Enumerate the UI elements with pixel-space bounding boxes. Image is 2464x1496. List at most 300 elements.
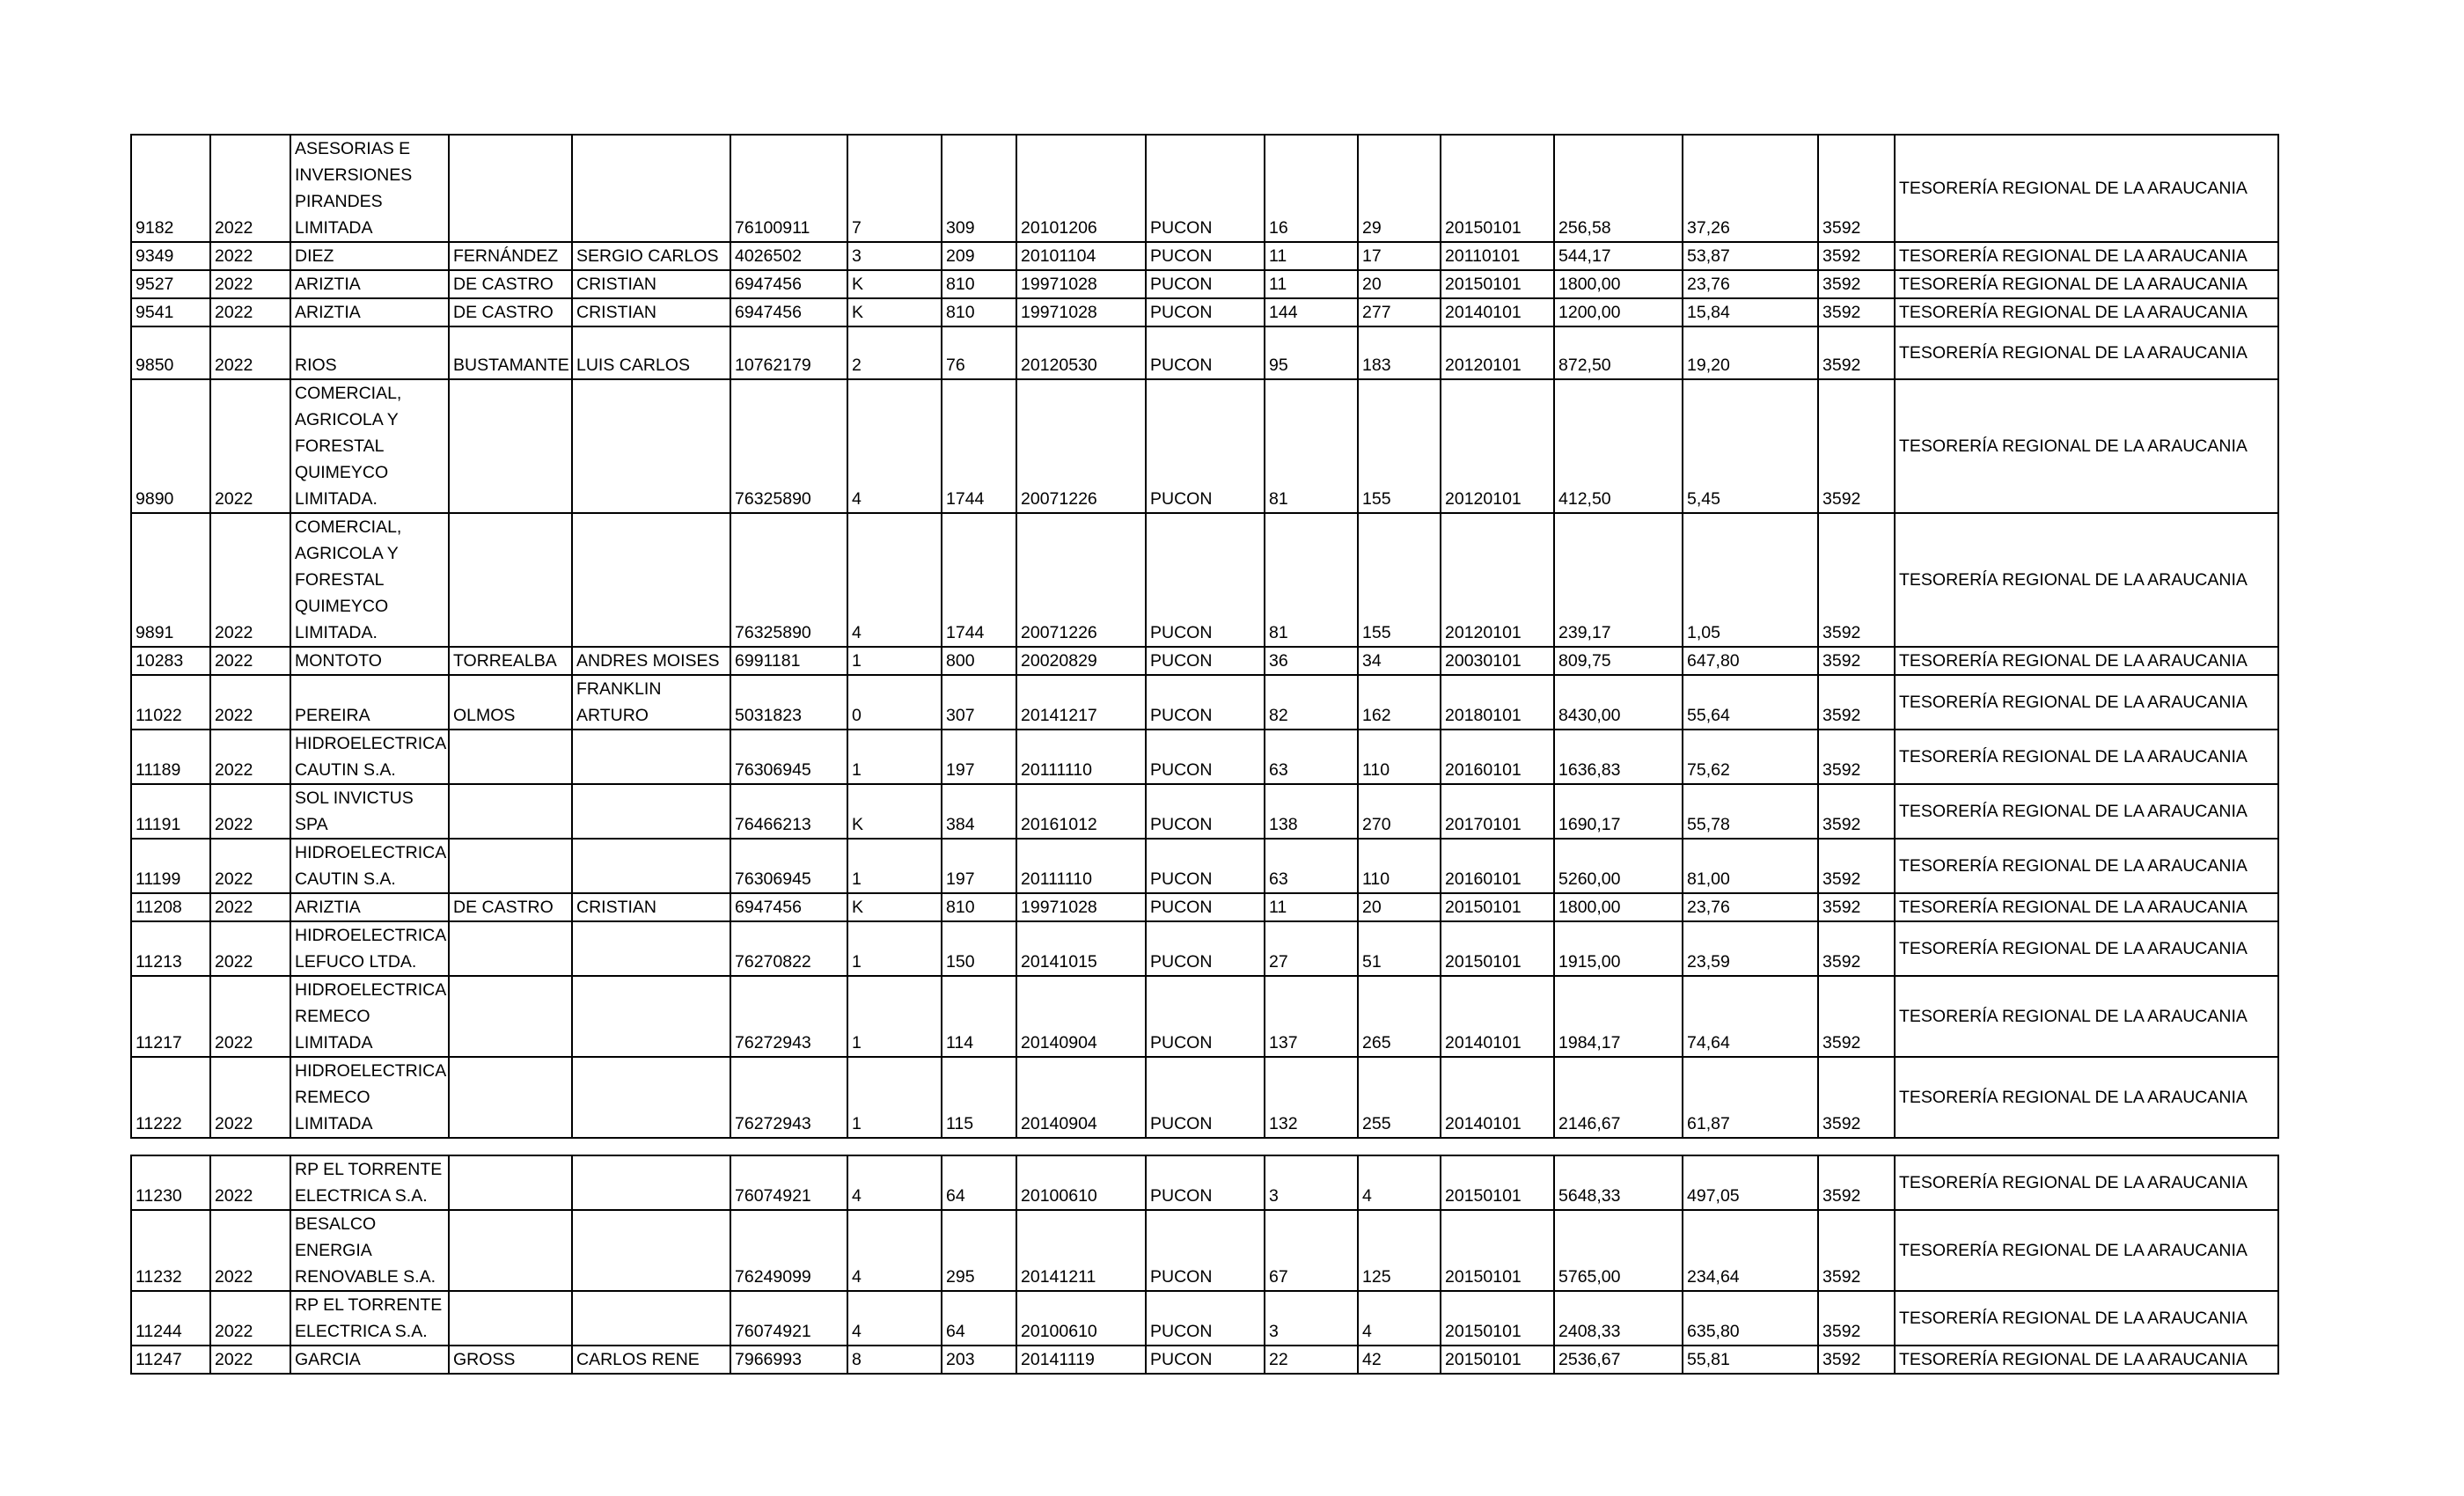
count-a-cell: 81 bbox=[1265, 379, 1358, 513]
number-cell: 810 bbox=[942, 270, 1016, 298]
name-cell: COMERCIAL, AGRICOLA Y FORESTAL QUIMEYCO LIMITADA. bbox=[290, 379, 449, 513]
count-a-cell: 63 bbox=[1265, 730, 1358, 784]
name-cell: HIDROELECTRICA REMECO LIMITADA bbox=[290, 1057, 449, 1138]
period-date-cell: 20140101 bbox=[1441, 298, 1554, 326]
given-names-cell bbox=[572, 1291, 730, 1346]
check-digit-cell: 4 bbox=[847, 513, 942, 647]
commune-cell: PUCON bbox=[1146, 513, 1265, 647]
name-cell: RP EL TORRENTE ELECTRICA S.A. bbox=[290, 1155, 449, 1210]
period-date-cell: 20150101 bbox=[1441, 1210, 1554, 1291]
year-cell: 2022 bbox=[210, 893, 290, 921]
check-digit-cell: 8 bbox=[847, 1346, 942, 1374]
date-cell: 20100610 bbox=[1016, 1155, 1146, 1210]
record-id-cell: 11213 bbox=[131, 921, 210, 976]
secondary-amount-cell: 53,87 bbox=[1683, 242, 1818, 270]
table-row bbox=[131, 1057, 2278, 1138]
count-b-cell: 277 bbox=[1358, 298, 1441, 326]
period-date-cell: 20150101 bbox=[1441, 270, 1554, 298]
year-cell: 2022 bbox=[210, 1155, 290, 1210]
code-cell: 3592 bbox=[1818, 1346, 1895, 1374]
name-cell: SOL INVICTUS SPA bbox=[290, 784, 449, 839]
second-surname-cell bbox=[449, 1057, 572, 1138]
number-cell: 1744 bbox=[942, 513, 1016, 647]
amount-cell: 809,75 bbox=[1554, 647, 1683, 675]
period-date-cell: 20110101 bbox=[1441, 242, 1554, 270]
secondary-amount-cell: 23,76 bbox=[1683, 893, 1818, 921]
date-cell: 19971028 bbox=[1016, 270, 1146, 298]
entity-cell: TESORERÍA REGIONAL DE LA ARAUCANIA bbox=[1895, 135, 2278, 242]
record-id-cell: 9527 bbox=[131, 270, 210, 298]
code-cell: 3592 bbox=[1818, 839, 1895, 893]
entity-cell: TESORERÍA REGIONAL DE LA ARAUCANIA bbox=[1895, 242, 2278, 270]
table-row bbox=[131, 270, 2278, 298]
count-b-cell: 17 bbox=[1358, 242, 1441, 270]
second-surname-cell: DE CASTRO bbox=[449, 893, 572, 921]
count-b-cell: 51 bbox=[1358, 921, 1441, 976]
count-a-cell: 16 bbox=[1265, 135, 1358, 242]
record-id-cell: 11022 bbox=[131, 675, 210, 730]
rut-cell: 76466213 bbox=[730, 784, 847, 839]
entity-cell: TESORERÍA REGIONAL DE LA ARAUCANIA bbox=[1895, 839, 2278, 893]
number-cell: 295 bbox=[942, 1210, 1016, 1291]
secondary-amount-cell: 15,84 bbox=[1683, 298, 1818, 326]
check-digit-cell: 7 bbox=[847, 135, 942, 242]
secondary-amount-cell: 61,87 bbox=[1683, 1057, 1818, 1138]
check-digit-cell: 4 bbox=[847, 1210, 942, 1291]
entity-cell: TESORERÍA REGIONAL DE LA ARAUCANIA bbox=[1895, 976, 2278, 1057]
number-cell: 115 bbox=[942, 1057, 1016, 1138]
period-date-cell: 20150101 bbox=[1441, 1346, 1554, 1374]
amount-cell: 8430,00 bbox=[1554, 675, 1683, 730]
count-a-cell: 3 bbox=[1265, 1291, 1358, 1346]
table-row bbox=[131, 326, 2278, 379]
code-cell: 3592 bbox=[1818, 893, 1895, 921]
given-names-cell: CARLOS RENE bbox=[572, 1346, 730, 1374]
count-b-cell: 155 bbox=[1358, 513, 1441, 647]
second-surname-cell: BUSTAMANTE bbox=[449, 326, 572, 379]
count-b-cell: 20 bbox=[1358, 893, 1441, 921]
count-b-cell: 255 bbox=[1358, 1057, 1441, 1138]
name-cell: HIDROELECTRICA LEFUCO LTDA. bbox=[290, 921, 449, 976]
commune-cell: PUCON bbox=[1146, 784, 1265, 839]
table-row bbox=[131, 379, 2278, 513]
second-surname-cell bbox=[449, 1155, 572, 1210]
commune-cell: PUCON bbox=[1146, 921, 1265, 976]
secondary-amount-cell: 81,00 bbox=[1683, 839, 1818, 893]
amount-cell: 2146,67 bbox=[1554, 1057, 1683, 1138]
secondary-amount-cell: 635,80 bbox=[1683, 1291, 1818, 1346]
name-cell: PEREIRA bbox=[290, 675, 449, 730]
name-cell: HIDROELECTRICA CAUTIN S.A. bbox=[290, 730, 449, 784]
given-names-cell bbox=[572, 921, 730, 976]
count-a-cell: 137 bbox=[1265, 976, 1358, 1057]
entity-cell: TESORERÍA REGIONAL DE LA ARAUCANIA bbox=[1895, 1210, 2278, 1291]
date-cell: 20020829 bbox=[1016, 647, 1146, 675]
count-b-cell: 265 bbox=[1358, 976, 1441, 1057]
entity-cell: TESORERÍA REGIONAL DE LA ARAUCANIA bbox=[1895, 675, 2278, 730]
record-id-cell: 9850 bbox=[131, 326, 210, 379]
second-surname-cell bbox=[449, 921, 572, 976]
table-row bbox=[131, 921, 2278, 976]
record-id-cell: 11199 bbox=[131, 839, 210, 893]
period-date-cell: 20150101 bbox=[1441, 893, 1554, 921]
period-date-cell: 20140101 bbox=[1441, 976, 1554, 1057]
entity-cell: TESORERÍA REGIONAL DE LA ARAUCANIA bbox=[1895, 730, 2278, 784]
code-cell: 3592 bbox=[1818, 379, 1895, 513]
year-cell: 2022 bbox=[210, 784, 290, 839]
check-digit-cell: 4 bbox=[847, 1155, 942, 1210]
second-surname-cell bbox=[449, 513, 572, 647]
count-a-cell: 95 bbox=[1265, 326, 1358, 379]
table-row bbox=[131, 730, 2278, 784]
rut-cell: 4026502 bbox=[730, 242, 847, 270]
record-id-cell: 9349 bbox=[131, 242, 210, 270]
given-names-cell: CRISTIAN bbox=[572, 298, 730, 326]
commune-cell: PUCON bbox=[1146, 135, 1265, 242]
entity-cell: TESORERÍA REGIONAL DE LA ARAUCANIA bbox=[1895, 270, 2278, 298]
year-cell: 2022 bbox=[210, 298, 290, 326]
secondary-amount-cell: 497,05 bbox=[1683, 1155, 1818, 1210]
date-cell: 20111110 bbox=[1016, 730, 1146, 784]
period-date-cell: 20150101 bbox=[1441, 135, 1554, 242]
table-row bbox=[131, 1346, 2278, 1374]
amount-cell: 239,17 bbox=[1554, 513, 1683, 647]
year-cell: 2022 bbox=[210, 1057, 290, 1138]
period-date-cell: 20150101 bbox=[1441, 1291, 1554, 1346]
amount-cell: 1200,00 bbox=[1554, 298, 1683, 326]
date-cell: 20120530 bbox=[1016, 326, 1146, 379]
name-cell: HIDROELECTRICA CAUTIN S.A. bbox=[290, 839, 449, 893]
name-cell: ARIZTIA bbox=[290, 270, 449, 298]
record-id-cell: 11208 bbox=[131, 893, 210, 921]
secondary-amount-cell: 23,76 bbox=[1683, 270, 1818, 298]
record-id-cell: 9891 bbox=[131, 513, 210, 647]
table-row bbox=[131, 1210, 2278, 1291]
second-surname-cell: DE CASTRO bbox=[449, 298, 572, 326]
table-row bbox=[131, 647, 2278, 675]
check-digit-cell: 1 bbox=[847, 976, 942, 1057]
secondary-amount-cell: 5,45 bbox=[1683, 379, 1818, 513]
commune-cell: PUCON bbox=[1146, 1057, 1265, 1138]
secondary-amount-cell: 55,81 bbox=[1683, 1346, 1818, 1374]
period-date-cell: 20140101 bbox=[1441, 1057, 1554, 1138]
entity-cell: TESORERÍA REGIONAL DE LA ARAUCANIA bbox=[1895, 1346, 2278, 1374]
records-table-bottom bbox=[130, 1155, 2279, 1375]
entity-cell: TESORERÍA REGIONAL DE LA ARAUCANIA bbox=[1895, 1155, 2278, 1210]
amount-cell: 2408,33 bbox=[1554, 1291, 1683, 1346]
rut-cell: 76074921 bbox=[730, 1155, 847, 1210]
period-date-cell: 20150101 bbox=[1441, 1155, 1554, 1210]
rut-cell: 7966993 bbox=[730, 1346, 847, 1374]
count-a-cell: 22 bbox=[1265, 1346, 1358, 1374]
count-b-cell: 20 bbox=[1358, 270, 1441, 298]
given-names-cell: CRISTIAN bbox=[572, 893, 730, 921]
commune-cell: PUCON bbox=[1146, 270, 1265, 298]
second-surname-cell bbox=[449, 1210, 572, 1291]
amount-cell: 412,50 bbox=[1554, 379, 1683, 513]
commune-cell: PUCON bbox=[1146, 242, 1265, 270]
name-cell: RP EL TORRENTE ELECTRICA S.A. bbox=[290, 1291, 449, 1346]
table-row bbox=[131, 784, 2278, 839]
count-a-cell: 11 bbox=[1265, 893, 1358, 921]
date-cell: 20140904 bbox=[1016, 976, 1146, 1057]
commune-cell: PUCON bbox=[1146, 1155, 1265, 1210]
amount-cell: 1690,17 bbox=[1554, 784, 1683, 839]
second-surname-cell: FERNÁNDEZ bbox=[449, 242, 572, 270]
check-digit-cell: 2 bbox=[847, 326, 942, 379]
entity-cell: TESORERÍA REGIONAL DE LA ARAUCANIA bbox=[1895, 379, 2278, 513]
commune-cell: PUCON bbox=[1146, 675, 1265, 730]
code-cell: 3592 bbox=[1818, 1291, 1895, 1346]
amount-cell: 5765,00 bbox=[1554, 1210, 1683, 1291]
second-surname-cell bbox=[449, 379, 572, 513]
rut-cell: 6991181 bbox=[730, 647, 847, 675]
name-cell: GARCIA bbox=[290, 1346, 449, 1374]
rut-cell: 10762179 bbox=[730, 326, 847, 379]
amount-cell: 5648,33 bbox=[1554, 1155, 1683, 1210]
given-names-cell bbox=[572, 1057, 730, 1138]
amount-cell: 1984,17 bbox=[1554, 976, 1683, 1057]
number-cell: 64 bbox=[942, 1155, 1016, 1210]
table-row bbox=[131, 893, 2278, 921]
year-cell: 2022 bbox=[210, 326, 290, 379]
count-b-cell: 183 bbox=[1358, 326, 1441, 379]
code-cell: 3592 bbox=[1818, 730, 1895, 784]
rut-cell: 76325890 bbox=[730, 513, 847, 647]
record-id-cell: 11189 bbox=[131, 730, 210, 784]
table-row bbox=[131, 1291, 2278, 1346]
check-digit-cell: 3 bbox=[847, 242, 942, 270]
count-b-cell: 42 bbox=[1358, 1346, 1441, 1374]
commune-cell: PUCON bbox=[1146, 976, 1265, 1057]
entity-cell: TESORERÍA REGIONAL DE LA ARAUCANIA bbox=[1895, 921, 2278, 976]
name-cell: BESALCO ENERGIA RENOVABLE S.A. bbox=[290, 1210, 449, 1291]
date-cell: 20141119 bbox=[1016, 1346, 1146, 1374]
count-b-cell: 270 bbox=[1358, 784, 1441, 839]
count-b-cell: 110 bbox=[1358, 730, 1441, 784]
count-a-cell: 132 bbox=[1265, 1057, 1358, 1138]
number-cell: 76 bbox=[942, 326, 1016, 379]
given-names-cell bbox=[572, 730, 730, 784]
given-names-cell: SERGIO CARLOS bbox=[572, 242, 730, 270]
number-cell: 203 bbox=[942, 1346, 1016, 1374]
date-cell: 20161012 bbox=[1016, 784, 1146, 839]
second-surname-cell bbox=[449, 135, 572, 242]
entity-cell: TESORERÍA REGIONAL DE LA ARAUCANIA bbox=[1895, 647, 2278, 675]
check-digit-cell: K bbox=[847, 893, 942, 921]
amount-cell: 872,50 bbox=[1554, 326, 1683, 379]
period-date-cell: 20170101 bbox=[1441, 784, 1554, 839]
year-cell: 2022 bbox=[210, 839, 290, 893]
number-cell: 810 bbox=[942, 298, 1016, 326]
check-digit-cell: 1 bbox=[847, 839, 942, 893]
table-row bbox=[131, 976, 2278, 1057]
number-cell: 1744 bbox=[942, 379, 1016, 513]
secondary-amount-cell: 234,64 bbox=[1683, 1210, 1818, 1291]
check-digit-cell: 1 bbox=[847, 730, 942, 784]
records-table-top bbox=[130, 134, 2279, 1139]
rut-cell: 76074921 bbox=[730, 1291, 847, 1346]
number-cell: 309 bbox=[942, 135, 1016, 242]
rut-cell: 76306945 bbox=[730, 839, 847, 893]
secondary-amount-cell: 23,59 bbox=[1683, 921, 1818, 976]
rut-cell: 76306945 bbox=[730, 730, 847, 784]
second-surname-cell: TORREALBA bbox=[449, 647, 572, 675]
records-table-bottom-body bbox=[131, 1155, 2278, 1374]
given-names-cell bbox=[572, 784, 730, 839]
code-cell: 3592 bbox=[1818, 784, 1895, 839]
check-digit-cell: 1 bbox=[847, 647, 942, 675]
count-a-cell: 144 bbox=[1265, 298, 1358, 326]
commune-cell: PUCON bbox=[1146, 1291, 1265, 1346]
rut-cell: 6947456 bbox=[730, 270, 847, 298]
check-digit-cell: K bbox=[847, 298, 942, 326]
second-surname-cell bbox=[449, 1291, 572, 1346]
second-surname-cell: OLMOS bbox=[449, 675, 572, 730]
record-id-cell: 11217 bbox=[131, 976, 210, 1057]
check-digit-cell: 4 bbox=[847, 379, 942, 513]
date-cell: 20141217 bbox=[1016, 675, 1146, 730]
name-cell: RIOS bbox=[290, 326, 449, 379]
count-a-cell: 11 bbox=[1265, 242, 1358, 270]
amount-cell: 544,17 bbox=[1554, 242, 1683, 270]
code-cell: 3592 bbox=[1818, 326, 1895, 379]
name-cell: DIEZ bbox=[290, 242, 449, 270]
date-cell: 20140904 bbox=[1016, 1057, 1146, 1138]
given-names-cell bbox=[572, 976, 730, 1057]
secondary-amount-cell: 19,20 bbox=[1683, 326, 1818, 379]
code-cell: 3592 bbox=[1818, 1210, 1895, 1291]
number-cell: 197 bbox=[942, 839, 1016, 893]
rut-cell: 6947456 bbox=[730, 298, 847, 326]
check-digit-cell: 1 bbox=[847, 1057, 942, 1138]
secondary-amount-cell: 75,62 bbox=[1683, 730, 1818, 784]
check-digit-cell: 0 bbox=[847, 675, 942, 730]
name-cell: MONTOTO bbox=[290, 647, 449, 675]
given-names-cell: ANDRES MOISES bbox=[572, 647, 730, 675]
record-id-cell: 9541 bbox=[131, 298, 210, 326]
name-cell: HIDROELECTRICA REMECO LIMITADA bbox=[290, 976, 449, 1057]
record-id-cell: 11232 bbox=[131, 1210, 210, 1291]
date-cell: 20141211 bbox=[1016, 1210, 1146, 1291]
second-surname-cell bbox=[449, 839, 572, 893]
given-names-cell bbox=[572, 1155, 730, 1210]
name-cell: ARIZTIA bbox=[290, 298, 449, 326]
count-a-cell: 3 bbox=[1265, 1155, 1358, 1210]
given-names-cell bbox=[572, 135, 730, 242]
number-cell: 114 bbox=[942, 976, 1016, 1057]
number-cell: 800 bbox=[942, 647, 1016, 675]
second-surname-cell: GROSS bbox=[449, 1346, 572, 1374]
number-cell: 810 bbox=[942, 893, 1016, 921]
count-b-cell: 4 bbox=[1358, 1155, 1441, 1210]
code-cell: 3592 bbox=[1818, 1057, 1895, 1138]
secondary-amount-cell: 74,64 bbox=[1683, 976, 1818, 1057]
record-id-cell: 9890 bbox=[131, 379, 210, 513]
code-cell: 3592 bbox=[1818, 270, 1895, 298]
record-id-cell: 11247 bbox=[131, 1346, 210, 1374]
table-row bbox=[131, 242, 2278, 270]
commune-cell: PUCON bbox=[1146, 1346, 1265, 1374]
entity-cell: TESORERÍA REGIONAL DE LA ARAUCANIA bbox=[1895, 1291, 2278, 1346]
count-b-cell: 125 bbox=[1358, 1210, 1441, 1291]
record-id-cell: 9182 bbox=[131, 135, 210, 242]
year-cell: 2022 bbox=[210, 1346, 290, 1374]
given-names-cell bbox=[572, 839, 730, 893]
secondary-amount-cell: 1,05 bbox=[1683, 513, 1818, 647]
count-a-cell: 36 bbox=[1265, 647, 1358, 675]
rut-cell: 76100911 bbox=[730, 135, 847, 242]
period-date-cell: 20030101 bbox=[1441, 647, 1554, 675]
period-date-cell: 20180101 bbox=[1441, 675, 1554, 730]
count-a-cell: 27 bbox=[1265, 921, 1358, 976]
code-cell: 3592 bbox=[1818, 135, 1895, 242]
date-cell: 20101206 bbox=[1016, 135, 1146, 242]
code-cell: 3592 bbox=[1818, 298, 1895, 326]
check-digit-cell: K bbox=[847, 784, 942, 839]
code-cell: 3592 bbox=[1818, 921, 1895, 976]
number-cell: 307 bbox=[942, 675, 1016, 730]
rut-cell: 76270822 bbox=[730, 921, 847, 976]
record-id-cell: 11191 bbox=[131, 784, 210, 839]
rut-cell: 76272943 bbox=[730, 976, 847, 1057]
commune-cell: PUCON bbox=[1146, 1210, 1265, 1291]
year-cell: 2022 bbox=[210, 513, 290, 647]
number-cell: 209 bbox=[942, 242, 1016, 270]
count-a-cell: 82 bbox=[1265, 675, 1358, 730]
period-date-cell: 20160101 bbox=[1441, 839, 1554, 893]
second-surname-cell: DE CASTRO bbox=[449, 270, 572, 298]
date-cell: 20100610 bbox=[1016, 1291, 1146, 1346]
secondary-amount-cell: 647,80 bbox=[1683, 647, 1818, 675]
rut-cell: 76249099 bbox=[730, 1210, 847, 1291]
given-names-cell: CRISTIAN bbox=[572, 270, 730, 298]
count-b-cell: 34 bbox=[1358, 647, 1441, 675]
date-cell: 20111110 bbox=[1016, 839, 1146, 893]
period-date-cell: 20120101 bbox=[1441, 513, 1554, 647]
second-surname-cell bbox=[449, 784, 572, 839]
secondary-amount-cell: 37,26 bbox=[1683, 135, 1818, 242]
count-a-cell: 67 bbox=[1265, 1210, 1358, 1291]
table-row bbox=[131, 135, 2278, 242]
given-names-cell: LUIS CARLOS bbox=[572, 326, 730, 379]
record-id-cell: 11244 bbox=[131, 1291, 210, 1346]
table-row bbox=[131, 839, 2278, 893]
secondary-amount-cell: 55,64 bbox=[1683, 675, 1818, 730]
count-a-cell: 63 bbox=[1265, 839, 1358, 893]
count-a-cell: 81 bbox=[1265, 513, 1358, 647]
commune-cell: PUCON bbox=[1146, 730, 1265, 784]
check-digit-cell: 4 bbox=[847, 1291, 942, 1346]
rut-cell: 76325890 bbox=[730, 379, 847, 513]
record-id-cell: 11230 bbox=[131, 1155, 210, 1210]
year-cell: 2022 bbox=[210, 730, 290, 784]
amount-cell: 1800,00 bbox=[1554, 893, 1683, 921]
commune-cell: PUCON bbox=[1146, 647, 1265, 675]
record-id-cell: 10283 bbox=[131, 647, 210, 675]
date-cell: 19971028 bbox=[1016, 893, 1146, 921]
records-table-top-body bbox=[131, 135, 2278, 1138]
date-cell: 20141015 bbox=[1016, 921, 1146, 976]
number-cell: 197 bbox=[942, 730, 1016, 784]
year-cell: 2022 bbox=[210, 976, 290, 1057]
year-cell: 2022 bbox=[210, 1291, 290, 1346]
number-cell: 384 bbox=[942, 784, 1016, 839]
entity-cell: TESORERÍA REGIONAL DE LA ARAUCANIA bbox=[1895, 326, 2278, 379]
record-id-cell: 11222 bbox=[131, 1057, 210, 1138]
code-cell: 3592 bbox=[1818, 513, 1895, 647]
check-digit-cell: 1 bbox=[847, 921, 942, 976]
